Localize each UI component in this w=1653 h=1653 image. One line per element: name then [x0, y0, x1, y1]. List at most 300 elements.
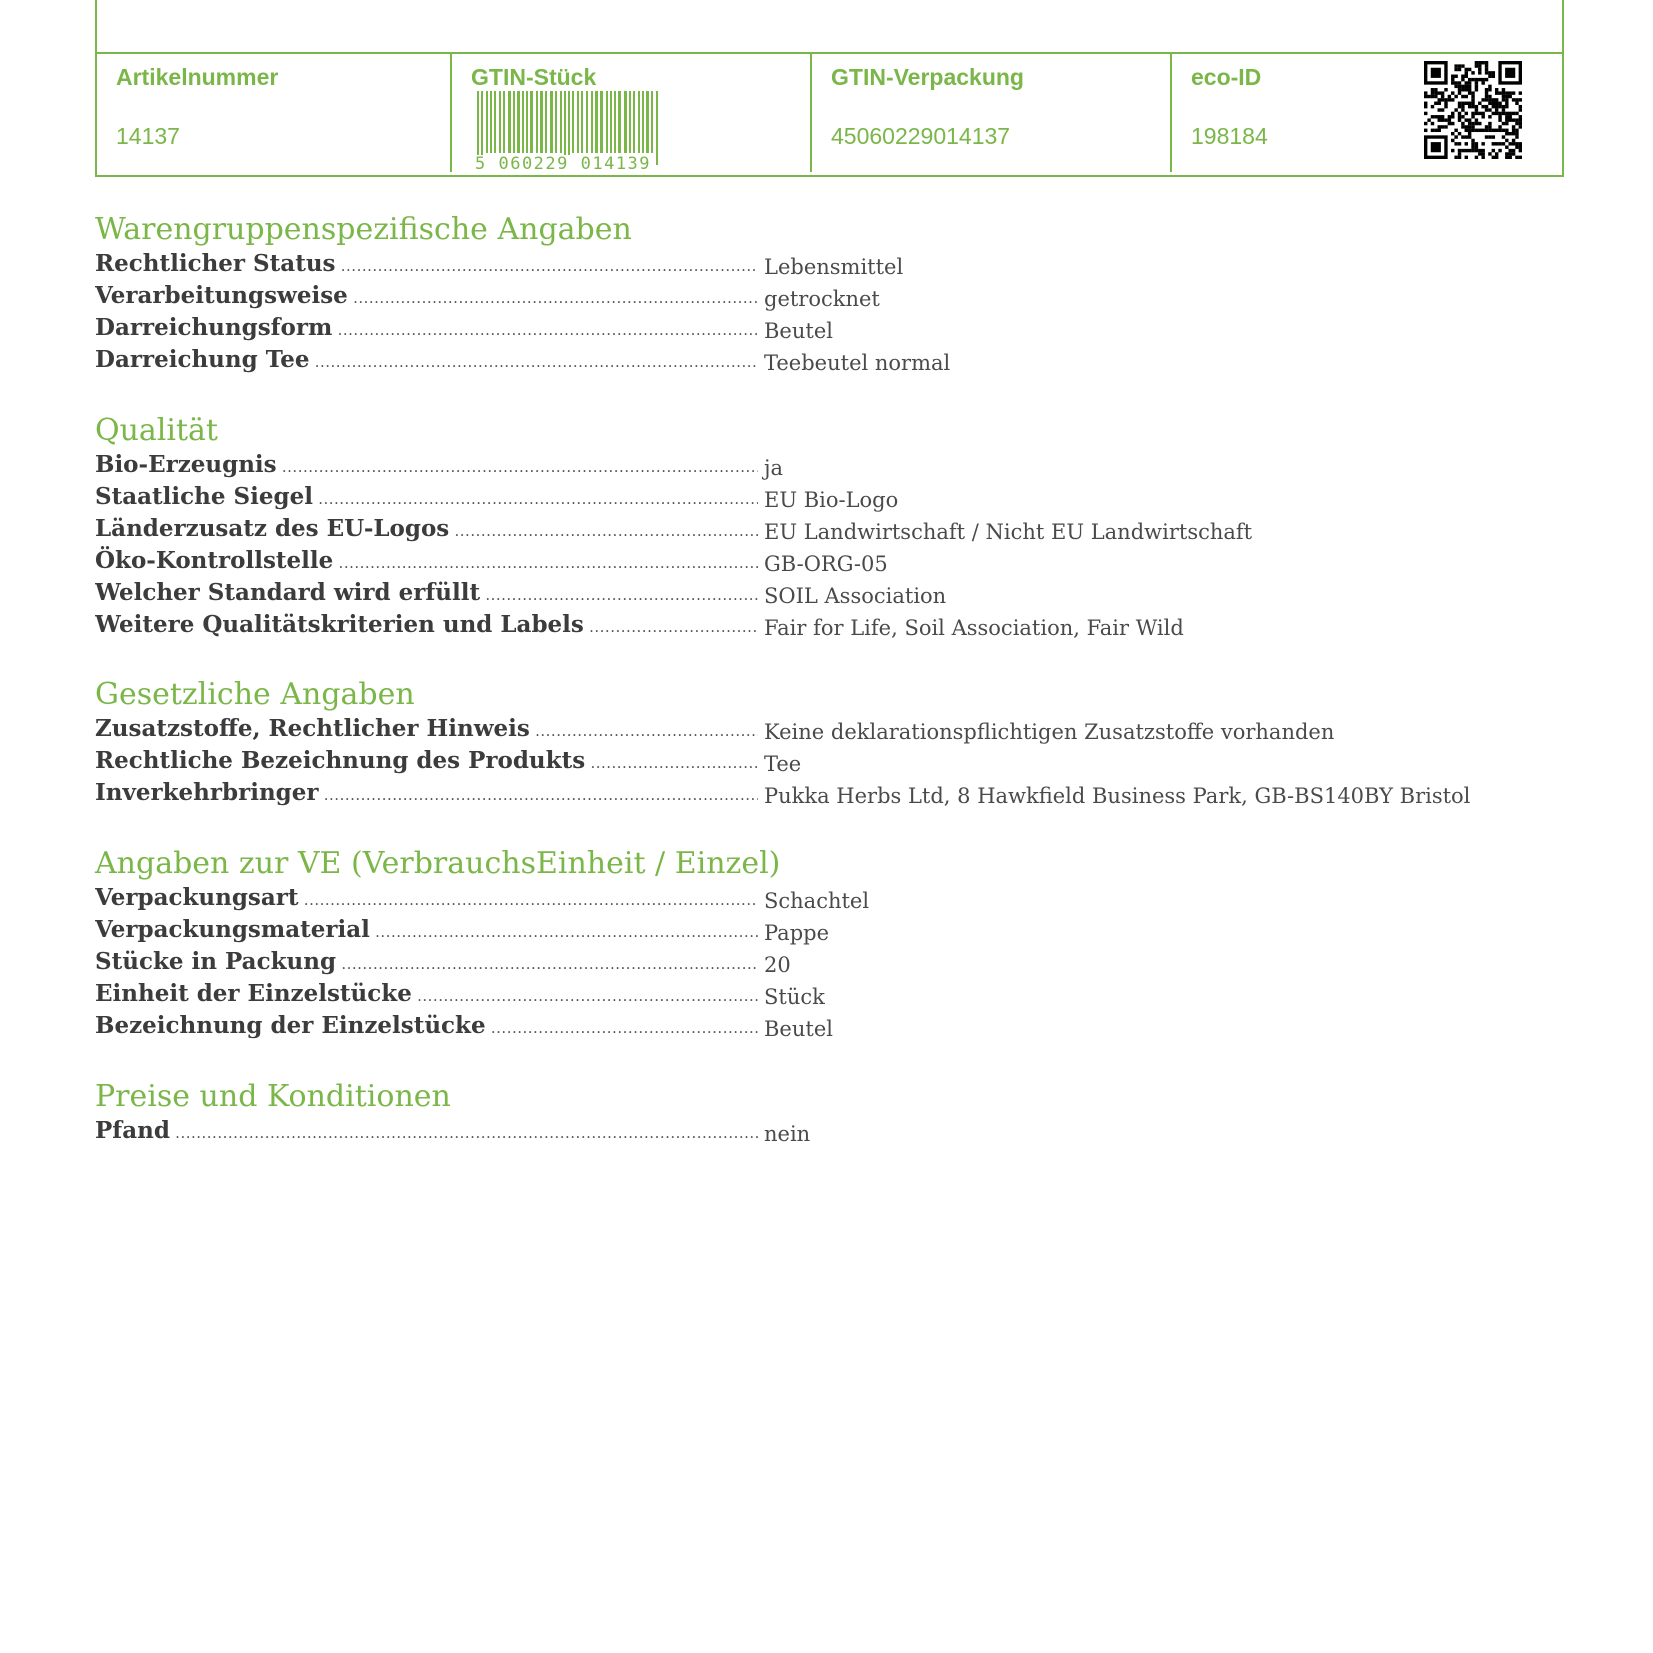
qr-module [1438, 125, 1441, 128]
qr-module [1458, 156, 1461, 159]
qr-module [1485, 61, 1488, 64]
qr-module [1481, 142, 1484, 145]
row-label: Einheit der Einzelstücke ..... [95, 978, 758, 1012]
qr-module [1508, 91, 1511, 94]
qr-module [1519, 91, 1522, 94]
qr-module [1495, 142, 1498, 145]
qr-module [1505, 91, 1508, 94]
barcode-bar [600, 91, 603, 153]
qr-module [1502, 135, 1505, 138]
qr-module [1427, 95, 1430, 98]
qr-module [1478, 112, 1481, 115]
barcode-bar [503, 91, 505, 153]
qr-module [1515, 118, 1518, 121]
qr-module [1431, 115, 1434, 118]
qr-module [1505, 105, 1508, 108]
qr-module [1465, 118, 1468, 121]
qr-module [1438, 118, 1441, 121]
row-value: Teebeutel normal [764, 351, 951, 375]
qr-module [1468, 85, 1471, 88]
qr-module [1498, 115, 1501, 118]
qr-module [1468, 129, 1471, 132]
qr-module [1492, 149, 1495, 152]
qr-module [1441, 108, 1444, 111]
barcode-bar [530, 91, 533, 153]
qr-module [1495, 105, 1498, 108]
qr-module [1475, 118, 1478, 121]
qr-module [1448, 122, 1451, 125]
qr-module [1519, 142, 1522, 145]
qr-module [1431, 129, 1434, 132]
barcode-bar [517, 91, 520, 153]
qr-module [1465, 156, 1468, 159]
qr-module [1495, 152, 1498, 155]
row-label: Darreichungsform ..... [95, 312, 758, 346]
qr-module [1495, 88, 1498, 91]
qr-module [1471, 122, 1474, 125]
qr-module [1492, 112, 1495, 115]
qr-module [1458, 142, 1461, 145]
qr-module [1515, 135, 1518, 138]
list-item [95, 882, 1525, 914]
list-item [95, 745, 1525, 777]
qr-module [1438, 91, 1441, 94]
gtin-verpackung-value: 45060229014137 [831, 123, 1011, 149]
qr-module [1475, 122, 1478, 125]
qr-module [1512, 132, 1515, 135]
qr-module [1502, 88, 1505, 91]
qr-module [1505, 152, 1508, 155]
qr-module [1508, 142, 1511, 145]
qr-module [1505, 98, 1508, 101]
qr-module [1495, 156, 1498, 159]
barcode-bar [646, 91, 649, 153]
qr-module [1431, 91, 1434, 94]
qr-module [1468, 78, 1471, 81]
list-item [95, 777, 1525, 809]
qr-module [1481, 149, 1484, 152]
qr-module [1465, 142, 1468, 145]
qr-module [1424, 112, 1427, 115]
qr-module [1502, 95, 1505, 98]
qr-module [1485, 78, 1488, 81]
qr-module [1424, 102, 1427, 105]
qr-module [1471, 149, 1474, 152]
barcode-bar [536, 91, 538, 153]
qr-module [1498, 112, 1501, 115]
qr-module [1461, 115, 1464, 118]
qr-module [1458, 115, 1461, 118]
qr-finder-module [1505, 68, 1515, 78]
qr-module [1451, 122, 1454, 125]
barcode-bar [642, 91, 644, 153]
qr-module [1461, 105, 1464, 108]
qr-module [1448, 98, 1451, 101]
qr-module [1431, 122, 1434, 125]
row-label: Welcher Standard wird erfüllt ..... [95, 577, 758, 611]
qr-finder-module [1431, 68, 1441, 78]
row-value: EU Bio-Logo [764, 488, 899, 512]
barcode-bar [494, 91, 496, 153]
qr-module [1458, 64, 1461, 67]
qr-module [1508, 95, 1511, 98]
list-item [95, 713, 1525, 745]
qr-module [1481, 105, 1484, 108]
qr-module [1451, 112, 1454, 115]
eco-id-label: eco-ID [1191, 64, 1262, 90]
qr-module [1485, 98, 1488, 101]
barcode-bar [656, 91, 658, 165]
barcode-bar [490, 91, 492, 153]
qr-module [1481, 78, 1484, 81]
qr-module [1519, 98, 1522, 101]
qr-module [1485, 64, 1488, 67]
qr-module [1451, 91, 1454, 94]
qr-module [1512, 139, 1515, 142]
qr-module [1424, 95, 1427, 98]
row-value: GB-ORG-05 [764, 552, 888, 576]
row-label: Verpackungsmaterial ..... [95, 914, 758, 948]
list-item [95, 449, 1525, 481]
qr-module [1519, 108, 1522, 111]
barcode-bar [560, 91, 562, 153]
qr-module [1454, 95, 1457, 98]
qr-module [1424, 91, 1427, 94]
row-label: Zusatzstoffe, Rechtlicher Hinweis ..... [95, 713, 758, 747]
qr-module [1438, 129, 1441, 132]
qr-module [1492, 135, 1495, 138]
qr-module [1492, 71, 1495, 74]
row-value: Beutel [764, 319, 833, 343]
qr-module [1444, 102, 1447, 105]
qr-module [1519, 145, 1522, 148]
qr-module [1515, 156, 1518, 159]
qr-module [1498, 149, 1501, 152]
row-label: Verpackungsart ..... [95, 882, 758, 916]
qr-module [1478, 61, 1481, 64]
qr-module [1488, 108, 1491, 111]
qr-module [1461, 88, 1464, 91]
qr-module [1438, 115, 1441, 118]
qr-module [1468, 88, 1471, 91]
qr-module [1461, 122, 1464, 125]
barcode-bar [508, 91, 511, 153]
qr-module [1502, 108, 1505, 111]
barcode-bar [633, 91, 635, 153]
qr-module [1512, 118, 1515, 121]
gtin-stueck-label: GTIN-Stück [471, 64, 597, 90]
row-value: getrocknet [764, 287, 880, 311]
barcode-bar [499, 91, 501, 153]
qr-module [1448, 95, 1451, 98]
qr-module [1505, 139, 1508, 142]
qr-module [1495, 112, 1498, 115]
qr-module [1519, 105, 1522, 108]
qr-module [1471, 78, 1474, 81]
qr-module [1441, 98, 1444, 101]
qr-module [1508, 115, 1511, 118]
qr-module [1475, 85, 1478, 88]
qr-module [1485, 95, 1488, 98]
row-value: nein [764, 1122, 811, 1146]
qr-module [1502, 142, 1505, 145]
qr-module [1492, 156, 1495, 159]
qr-module [1458, 88, 1461, 91]
qr-module [1454, 108, 1457, 111]
qr-module [1498, 118, 1501, 121]
qr-module [1475, 108, 1478, 111]
barcode-bar [572, 91, 574, 153]
qr-module [1454, 68, 1457, 71]
qr-module [1458, 112, 1461, 115]
qr-module [1515, 102, 1518, 105]
qr-module [1451, 149, 1454, 152]
barcode-bar [486, 91, 488, 153]
qr-module [1495, 102, 1498, 105]
qr-module [1471, 125, 1474, 128]
qr-module [1468, 122, 1471, 125]
qr-module [1478, 68, 1481, 71]
row-value: 20 [764, 953, 791, 977]
qr-module [1498, 91, 1501, 94]
qr-module [1475, 64, 1478, 67]
qr-code-icon [1424, 61, 1522, 159]
qr-module [1512, 91, 1515, 94]
qr-module [1475, 129, 1478, 132]
qr-module [1478, 122, 1481, 125]
qr-module [1488, 95, 1491, 98]
qr-module [1505, 132, 1508, 135]
qr-module [1502, 112, 1505, 115]
qr-module [1481, 112, 1484, 115]
barcode-bar [550, 91, 553, 153]
qr-module [1508, 152, 1511, 155]
qr-module [1451, 132, 1454, 135]
qr-module [1505, 118, 1508, 121]
qr-module [1478, 149, 1481, 152]
section-title: Warengruppenspezifische Angaben [95, 212, 632, 247]
qr-module [1465, 112, 1468, 115]
list-item [95, 577, 1525, 609]
row-label: Staatliche Siegel ..... [95, 481, 758, 515]
qr-module [1475, 145, 1478, 148]
gtin-verpackung-cell [812, 54, 1170, 174]
row-value: ja [764, 456, 784, 480]
qr-module [1478, 102, 1481, 105]
qr-module [1458, 149, 1461, 152]
qr-module [1427, 118, 1430, 121]
qr-module [1508, 132, 1511, 135]
qr-module [1488, 98, 1491, 101]
qr-module [1505, 156, 1508, 159]
section-title: Angaben zur VE (VerbrauchsEinheit / Einzel) [95, 846, 781, 881]
qr-module [1424, 122, 1427, 125]
row-label: Verarbeitungsweise ..... [95, 280, 758, 314]
qr-module [1438, 108, 1441, 111]
qr-module [1468, 149, 1471, 152]
qr-module [1451, 115, 1454, 118]
list-item [95, 344, 1525, 376]
qr-module [1454, 85, 1457, 88]
qr-module [1444, 125, 1447, 128]
row-value: Lebensmittel [764, 255, 904, 279]
qr-module [1431, 95, 1434, 98]
identifier-box [95, 0, 1564, 177]
row-value: Beutel [764, 1017, 833, 1041]
qr-module [1461, 135, 1464, 138]
qr-module [1512, 112, 1515, 115]
qr-module [1461, 95, 1464, 98]
qr-module [1519, 118, 1522, 121]
barcode-bar [555, 91, 557, 153]
qr-module [1471, 105, 1474, 108]
qr-module [1505, 122, 1508, 125]
qr-module [1465, 125, 1468, 128]
barcode-bar [606, 91, 608, 153]
row-value: SOIL Association [764, 584, 947, 608]
qr-module [1434, 129, 1437, 132]
qr-module [1454, 142, 1457, 145]
qr-module [1454, 75, 1457, 78]
barcode-bar [595, 91, 598, 153]
qr-module [1488, 88, 1491, 91]
qr-module [1488, 129, 1491, 132]
qr-module [1515, 98, 1518, 101]
row-value: Stück [764, 985, 825, 1009]
qr-module [1451, 78, 1454, 81]
qr-module [1461, 102, 1464, 105]
qr-module [1508, 156, 1511, 159]
eco-id-value: 198184 [1191, 123, 1268, 149]
qr-module [1505, 95, 1508, 98]
qr-module [1492, 98, 1495, 101]
qr-module [1468, 68, 1471, 71]
qr-module [1434, 115, 1437, 118]
qr-module [1498, 105, 1501, 108]
qr-module [1485, 91, 1488, 94]
qr-module [1488, 115, 1491, 118]
qr-module [1475, 88, 1478, 91]
qr-module [1492, 102, 1495, 105]
barcode-digits: 5 060229 014139 [475, 154, 652, 174]
list-item [95, 545, 1525, 577]
list-item [95, 513, 1525, 545]
qr-module [1481, 61, 1484, 64]
row-label: Inverkehrbringer ..... [95, 777, 758, 811]
qr-module [1478, 152, 1481, 155]
qr-module [1505, 102, 1508, 105]
list-item [95, 1115, 1525, 1147]
qr-module [1481, 81, 1484, 84]
qr-module [1471, 139, 1474, 142]
qr-module [1441, 125, 1444, 128]
qr-module [1481, 129, 1484, 132]
qr-module [1444, 118, 1447, 121]
barcode-bar [526, 91, 528, 153]
row-label: Bezeichnung der Einzelstücke ..... [95, 1010, 758, 1044]
qr-module [1471, 115, 1474, 118]
qr-module [1495, 108, 1498, 111]
row-label: Länderzusatz des EU-Logos ..... [95, 513, 758, 547]
qr-module [1512, 98, 1515, 101]
qr-module [1451, 81, 1454, 84]
qr-module [1478, 71, 1481, 74]
qr-module [1475, 149, 1478, 152]
list-item [95, 978, 1525, 1010]
qr-module [1488, 75, 1491, 78]
qr-module [1495, 91, 1498, 94]
qr-module [1481, 98, 1484, 101]
row-value: Pappe [764, 921, 830, 945]
qr-module [1454, 156, 1457, 159]
qr-module [1465, 149, 1468, 152]
qr-module [1461, 78, 1464, 81]
qr-module [1465, 95, 1468, 98]
qr-module [1471, 142, 1474, 145]
qr-module [1465, 129, 1468, 132]
qr-module [1465, 68, 1468, 71]
qr-module [1485, 129, 1488, 132]
qr-module [1468, 105, 1471, 108]
qr-module [1465, 75, 1468, 78]
qr-finder-module [1431, 142, 1441, 152]
qr-module [1485, 105, 1488, 108]
qr-module [1515, 142, 1518, 145]
qr-module [1505, 115, 1508, 118]
row-label: Bio-Erzeugnis ..... [95, 449, 758, 483]
row-label: Rechtlicher Status ..... [95, 248, 758, 282]
qr-module [1434, 91, 1437, 94]
list-item [95, 1010, 1525, 1042]
qr-module [1448, 115, 1451, 118]
row-value: Fair for Life, Soil Association, Fair Wild [764, 616, 1184, 640]
qr-module [1512, 129, 1515, 132]
list-item [95, 248, 1525, 280]
qr-module [1481, 152, 1484, 155]
qr-module [1454, 135, 1457, 138]
artikelnummer-cell [97, 54, 450, 174]
qr-module [1438, 102, 1441, 105]
barcode-bar [610, 91, 612, 153]
qr-module [1485, 125, 1488, 128]
qr-module [1434, 95, 1437, 98]
section-warengruppe [95, 212, 1525, 376]
qr-module [1478, 78, 1481, 81]
qr-module [1485, 88, 1488, 91]
barcode-bar [577, 91, 579, 153]
qr-module [1461, 64, 1464, 67]
qr-module [1505, 129, 1508, 132]
qr-module [1451, 98, 1454, 101]
qr-module [1481, 115, 1484, 118]
list-item [95, 481, 1525, 513]
barcode-bar [581, 91, 583, 153]
qr-module [1461, 149, 1464, 152]
qr-module [1471, 98, 1474, 101]
row-label: Darreichung Tee ..... [95, 344, 758, 378]
qr-module [1515, 145, 1518, 148]
qr-module [1498, 125, 1501, 128]
qr-module [1502, 105, 1505, 108]
section-qualitaet [95, 413, 1525, 641]
qr-module [1431, 88, 1434, 91]
qr-module [1458, 132, 1461, 135]
qr-module [1471, 145, 1474, 148]
row-value: Keine deklarationspflichtigen Zusatzstoffe vorhanden [764, 720, 1335, 744]
qr-module [1485, 68, 1488, 71]
qr-module [1461, 85, 1464, 88]
qr-module [1478, 129, 1481, 132]
